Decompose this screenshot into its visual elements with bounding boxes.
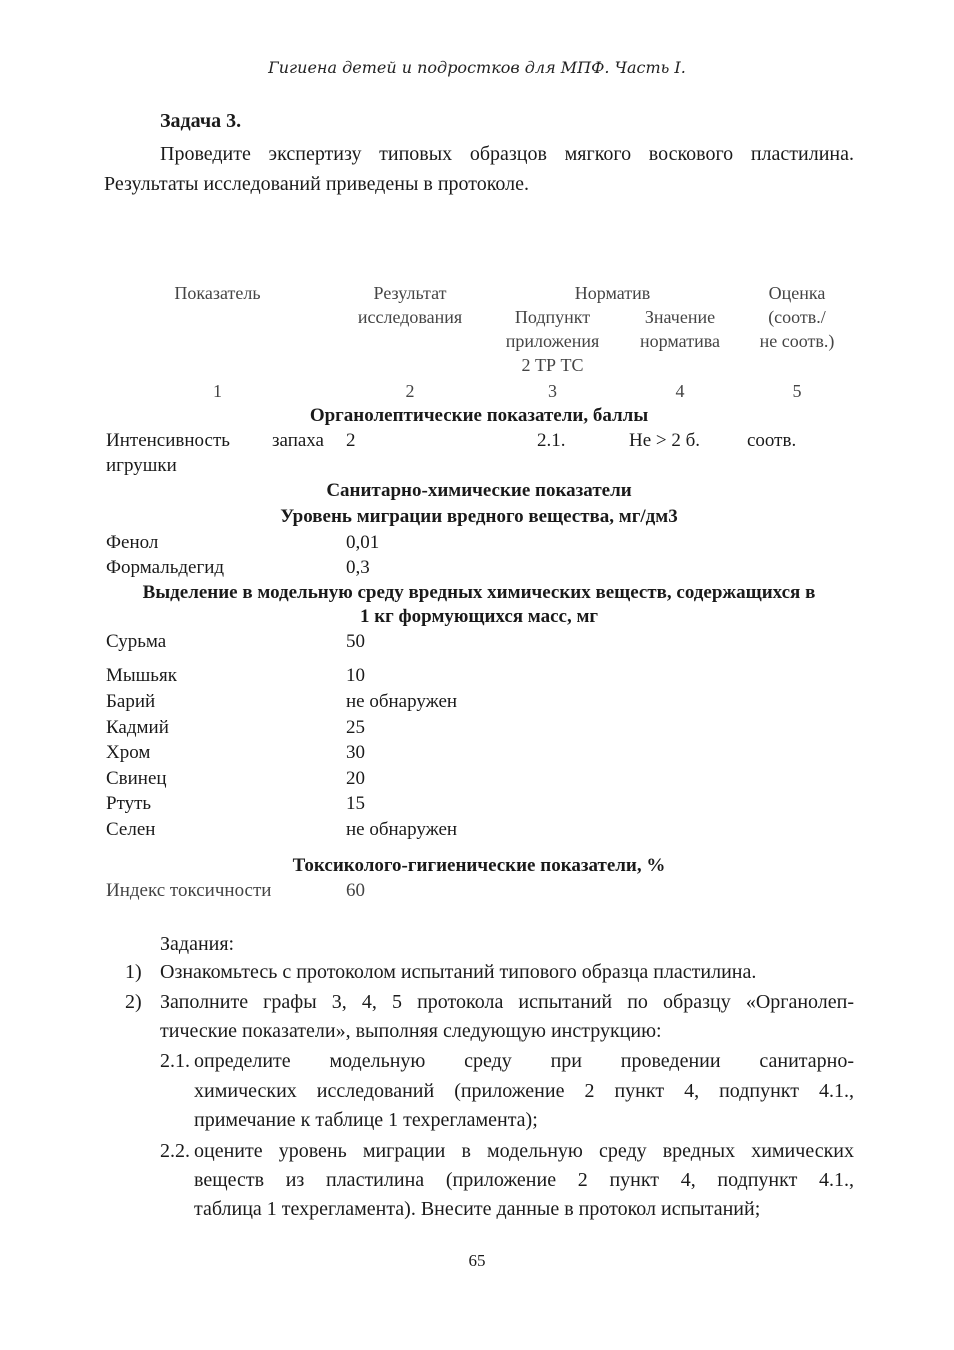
tox-label: Индекс токсичности xyxy=(106,880,272,901)
header-value-2: норматива xyxy=(640,331,720,351)
task-item-2-line-2: тические показатели», выполняя следующую инструкцию: xyxy=(160,1020,662,1042)
migration-label: Формальдегид xyxy=(106,557,225,578)
page-number: 65 xyxy=(468,1251,486,1270)
odor-label-a: Интенсивность xyxy=(106,430,230,451)
odor-subpoint: 2.1. xyxy=(537,430,566,451)
subtask-2-2-line-1: оцените уровень миграции в модельную среду вредных химических xyxy=(194,1140,854,1162)
header-evaluation-2: (соотв./ xyxy=(768,307,826,327)
release-result: не обнаружен xyxy=(346,819,458,840)
header-evaluation-1: Оценка xyxy=(768,283,826,303)
header-result-2: исследования xyxy=(357,307,463,327)
release-label: Мышьяк xyxy=(106,665,177,686)
section-sanitary-chemical: Санитарно-химические показатели xyxy=(326,480,632,501)
task-intro-line-1: Проведите экспертизу типовых образцов мягкого воскового пластилина. xyxy=(160,143,854,165)
release-label: Сурьма xyxy=(106,631,167,652)
col-number-5: 5 xyxy=(792,381,802,401)
col-number-2: 2 xyxy=(405,381,415,401)
release-label: Селен xyxy=(106,819,156,840)
subtask-2-1-line-3: примечание к таблице 1 техрегламента); xyxy=(194,1109,538,1131)
task-item-2-line-1: Заполните графы 3, 4, 5 протокола испытаний по образцу «Органолеп- xyxy=(160,991,854,1013)
release-result: 20 xyxy=(346,768,365,789)
section-organoleptic: Органолептические показатели, баллы xyxy=(309,405,649,426)
col-number-3: 3 xyxy=(548,381,557,401)
header-value-1: Значение xyxy=(644,307,716,327)
odor-result: 2 xyxy=(346,430,356,451)
odor-label-c: игрушки xyxy=(106,455,177,476)
section-migration: Уровень миграции вредного вещества, мг/дм3 xyxy=(280,506,678,527)
odor-label-b: запаха xyxy=(272,430,324,451)
odor-norm-value: Не > 2 б. xyxy=(629,430,701,451)
release-result: 10 xyxy=(346,665,365,686)
migration-result: 0,3 xyxy=(346,557,370,578)
running-header: Гигиена детей и подростков для МПФ. Часть I. xyxy=(268,58,686,77)
release-label: Барий xyxy=(106,691,156,712)
task-item-number: 2) xyxy=(125,991,142,1013)
header-result-1: Результат xyxy=(373,283,447,303)
tox-result: 60 xyxy=(346,880,365,901)
subtask-2-2-line-2: веществ из пластилина (приложение 2 пункт 4, подпункт 4.1., xyxy=(194,1169,854,1191)
section-toxicological: Токсиколого-гигиенические показатели, % xyxy=(292,855,666,876)
task-item-number: 1) xyxy=(125,961,142,983)
section-release-line-2: 1 кг формующихся масс, мг xyxy=(359,606,599,627)
header-evaluation-3: не соотв.) xyxy=(759,331,835,351)
release-result: не обнаружен xyxy=(346,691,458,712)
task-item-1: Ознакомьтесь с протоколом испытаний типового образца пластилина. xyxy=(160,961,757,983)
subtask-2-2-line-3: таблица 1 техрегламента). Внесите данные в протокол испытаний; xyxy=(194,1198,761,1220)
section-release-line-1: Выделение в модельную среду вредных химических веществ, содержащихся в xyxy=(142,582,816,603)
release-result: 30 xyxy=(346,742,365,763)
release-label: Кадмий xyxy=(106,717,169,738)
migration-result: 0,01 xyxy=(346,532,380,553)
release-result: 25 xyxy=(346,717,365,738)
header-indicator: Показатель xyxy=(174,283,261,303)
subtask-2-1-line-2: химических исследований (приложение 2 пункт 4, подпункт 4.1., xyxy=(194,1080,854,1102)
release-label: Хром xyxy=(106,742,151,763)
subtask-number: 2.2. xyxy=(160,1140,190,1162)
odor-evaluation: соотв. xyxy=(747,430,797,451)
release-label: Ртуть xyxy=(106,793,152,814)
header-subpoint-3: 2 ТР ТС xyxy=(521,355,584,375)
release-result: 50 xyxy=(346,631,365,652)
header-subpoint-1: Подпункт xyxy=(514,307,591,327)
subtask-2-1-line-1: определите модельную среду при проведении санитарно- xyxy=(194,1050,854,1072)
header-subpoint-2: приложения xyxy=(505,331,600,351)
subtask-number: 2.1. xyxy=(160,1050,190,1072)
release-label: Свинец xyxy=(106,768,167,789)
tasks-heading: Задания: xyxy=(160,933,235,955)
col-number-1: 1 xyxy=(213,381,222,401)
release-result: 15 xyxy=(346,793,365,814)
task-title: Задача 3. xyxy=(160,110,242,132)
col-number-4: 4 xyxy=(675,381,685,401)
header-norm: Норматив xyxy=(574,283,651,303)
migration-label: Фенол xyxy=(106,532,159,553)
task-intro-line-2: Результаты исследований приведены в протоколе. xyxy=(104,173,530,195)
